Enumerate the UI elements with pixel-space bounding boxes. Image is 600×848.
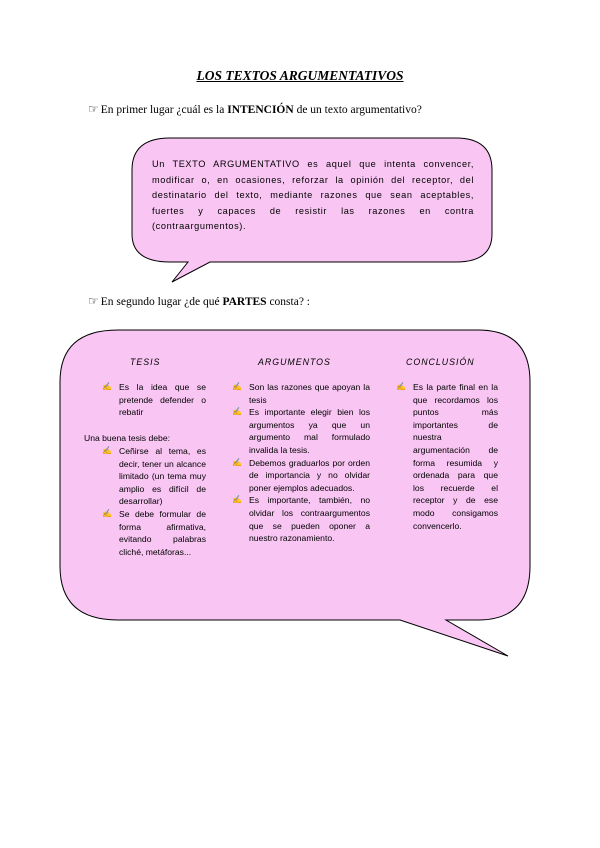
list-item: ✍ Se debe formular de forma afirmativa, evitando palabras cliché, metáforas...: [102, 508, 206, 557]
page-title: LOS TEXTOS ARGUMENTATIVOS: [196, 68, 404, 83]
writing-hand-icon: ✍: [232, 457, 242, 467]
writing-hand-icon: ✍: [102, 382, 112, 391]
question-text: En segundo lugar ¿de qué: [100, 296, 223, 308]
tesis-subheading: Una buena tesis debe:: [84, 433, 171, 443]
writing-hand-icon: ✍: [102, 508, 112, 518]
writing-hand-icon: ✍: [232, 495, 242, 505]
list-item: ✍ Ceñirse al tema, es decir, tener un alcance limitado (un tema muy amplio es difícil de desarrollar): [102, 446, 206, 507]
question-text-end: de un texto argumentativo?: [293, 104, 422, 116]
writing-hand-icon: ✍: [232, 382, 242, 391]
question-text-end: consta? :: [266, 296, 310, 308]
list-item: ✍ Debemos graduarlos por orden de importancia y no olvidar poner ejemplos adecuados.: [232, 457, 370, 493]
pointing-hand-icon: ☞: [88, 102, 99, 116]
question-keyword: PARTES: [222, 296, 267, 308]
pointing-hand-icon: ☞: [88, 294, 99, 308]
list-item: ✍ Es la parte final en la que recordamos los puntos más importantes de nuestra argumentación de forma resumida y ordenada para que los recuerde el receptor y de ese modo consigamos convencerlo.: [396, 382, 498, 531]
definition-text: Un TEXTO ARGUMENTATIVO es aquel que intenta convencer, modificar o, en ocasiones, reforzar la opinión del receptor, del destinatario del texto, mediante razones que sean aceptables, fuertes y capaces de resistir las razones en contra (contraargumentos).: [152, 159, 474, 231]
writing-hand-icon: ✍: [102, 446, 112, 455]
tesis-column: [102, 381, 206, 419]
question-text: En primer lugar ¿cuál es la: [100, 104, 228, 116]
argumentos-column: [232, 381, 370, 545]
question-partes: [88, 294, 310, 309]
list-item: ✍ Es importante, también, no olvidar los contraargumentos que se pueden oponer a nuestro razonamiento.: [232, 495, 370, 544]
list-item: ✍ Es importante elegir bien los argumentos ya que un argumento mal formulado invalida la tesis.: [232, 407, 370, 455]
writing-hand-icon: ✍: [396, 382, 406, 391]
conclusion-column: [396, 381, 498, 532]
tesis-requirements: [102, 445, 206, 558]
question-keyword: INTENCIÓN: [227, 104, 294, 116]
tesis-heading: TESIS: [130, 357, 161, 367]
argumentos-heading: ARGUMENTOS: [258, 357, 331, 367]
conclusion-heading: CONCLUSIÓN: [406, 357, 475, 367]
writing-hand-icon: ✍: [232, 407, 242, 417]
list-item: ✍ Son las razones que apoyan la tesis: [232, 382, 370, 405]
list-item: ✍ Es la idea que se pretende defender o rebatir: [102, 382, 206, 418]
